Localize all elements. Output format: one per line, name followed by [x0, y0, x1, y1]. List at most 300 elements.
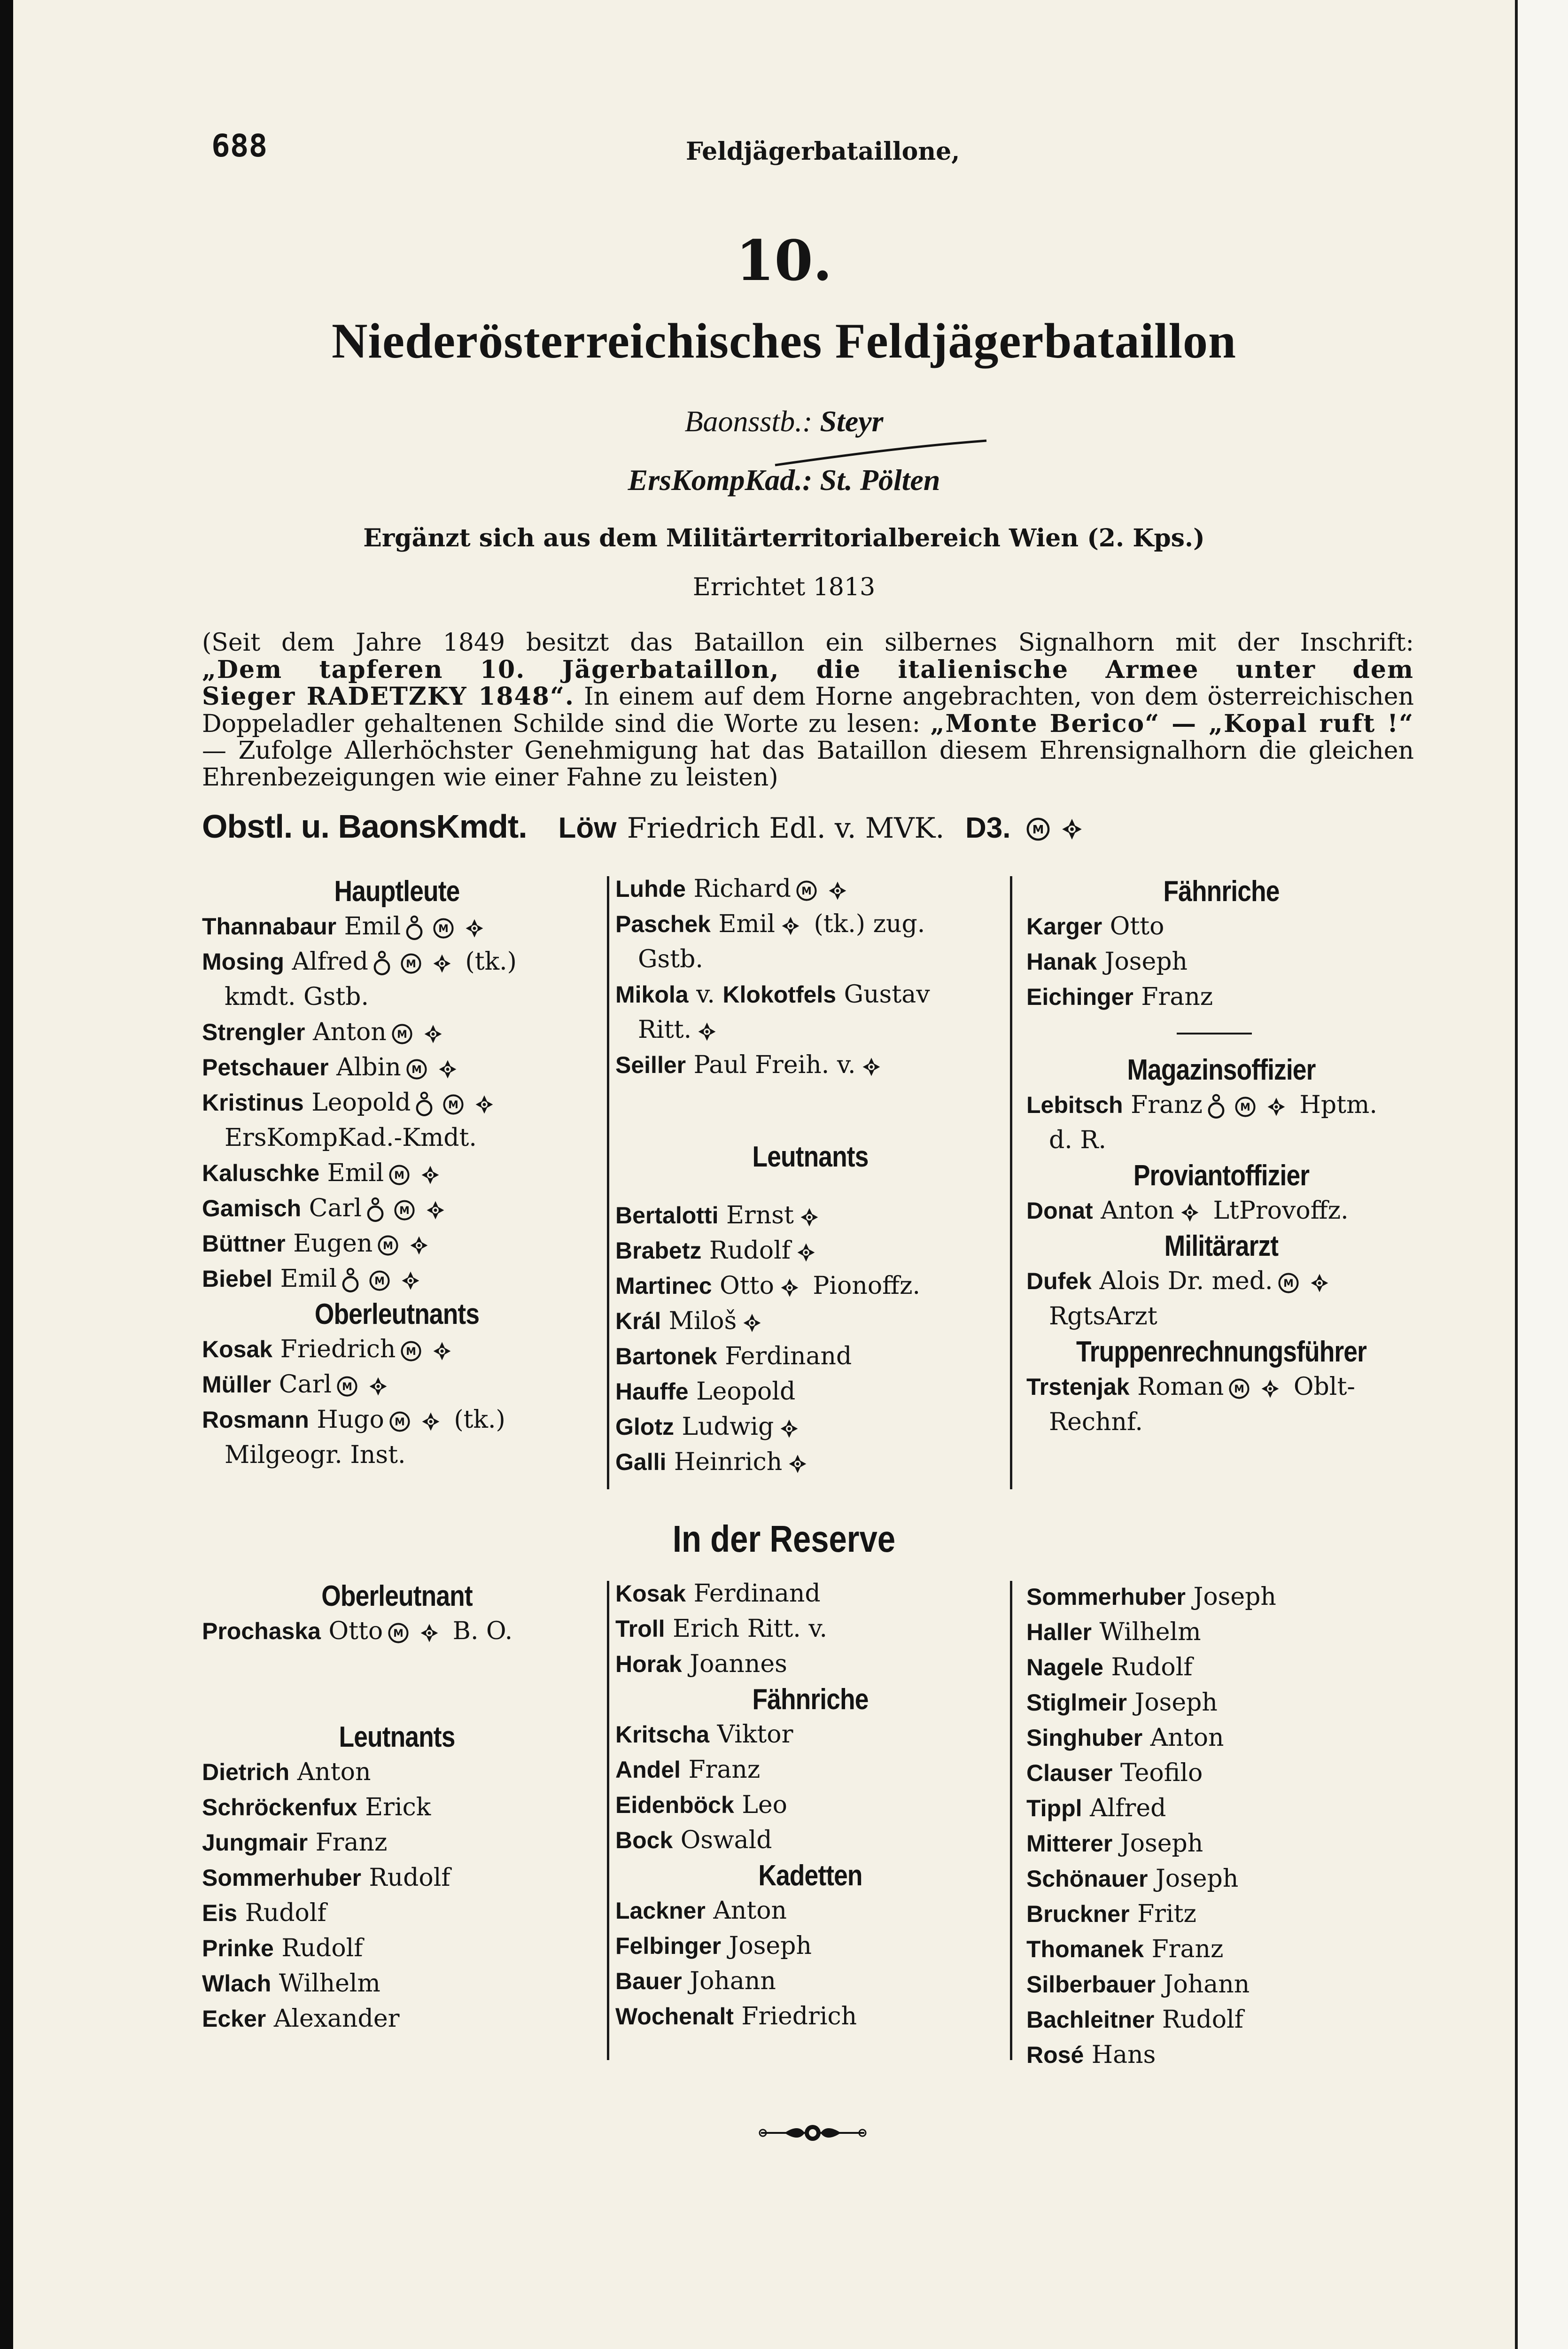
surname: Tippl — [1026, 1795, 1082, 1821]
entry-continuation — [202, 1120, 592, 1156]
medal-m-icon — [388, 1164, 410, 1186]
surname: Thannabaur — [202, 913, 337, 940]
given-name: Anton — [297, 1758, 371, 1786]
given-name: Emil — [718, 910, 775, 938]
surname: Silberbauer — [1026, 1971, 1156, 1998]
given-name: Joseph — [1104, 948, 1188, 976]
entry-row — [615, 1304, 1005, 1339]
given-name: Rudolf — [281, 1934, 363, 1962]
entry-row — [1026, 1615, 1416, 1650]
surname: Petschauer — [202, 1054, 329, 1081]
given-name: v. — [696, 980, 715, 1009]
cross-icon — [419, 1622, 440, 1644]
given-name: Wilhelm — [1099, 1618, 1201, 1646]
cross-icon — [778, 1418, 800, 1439]
entry-row — [202, 1402, 592, 1438]
entry-row — [202, 1367, 592, 1402]
entry-row — [615, 1647, 1005, 1682]
medal-m-icon — [400, 953, 422, 974]
given-name: Franz — [1141, 983, 1213, 1011]
entry-row — [615, 1611, 1005, 1647]
cross-icon — [431, 953, 453, 974]
cross-icon — [795, 1242, 817, 1263]
entry-row — [202, 1085, 592, 1120]
active-column-3 — [1026, 874, 1416, 1440]
entry-note: Ritt. — [638, 1016, 692, 1044]
surname: Nagele — [1026, 1654, 1103, 1680]
given-name: Hugo — [317, 1406, 384, 1434]
surname: Luhde — [615, 876, 686, 902]
medal-m-icon — [433, 918, 454, 939]
entry-row — [1026, 944, 1416, 980]
section-heading-leutnants: Leutnants — [752, 1141, 869, 1173]
surname: Jungmair — [202, 1829, 308, 1856]
entry-note: kmdt. Gstb. — [225, 983, 369, 1011]
surname: Kaluschke — [202, 1160, 320, 1186]
history-inscription: Sieger RADETZKY 1848“. — [202, 682, 574, 711]
entry-row — [202, 1790, 592, 1825]
medal-m-icon — [391, 1023, 413, 1045]
surname: Hauffe — [615, 1378, 689, 1405]
medal-m-icon — [369, 1270, 390, 1291]
given-name: Otto — [328, 1617, 383, 1645]
entry-row — [615, 1929, 1005, 1964]
surname: Sommerhuber — [1026, 1584, 1186, 1610]
commander-line — [202, 807, 1089, 846]
given-name: Anton — [713, 1897, 787, 1925]
surname: Lackner — [615, 1898, 706, 1924]
entry-note: Pionoffz. — [813, 1272, 921, 1300]
medal-m-icon — [377, 1235, 399, 1256]
cross-icon — [799, 1206, 820, 1228]
given-name: Carl — [309, 1194, 362, 1222]
given-name: Joannes — [690, 1650, 787, 1678]
given-name: Richard — [693, 875, 792, 903]
surname: Eis — [202, 1900, 238, 1926]
entry-row — [1026, 980, 1416, 1015]
medal-m-icon — [400, 1340, 422, 1362]
given-name: Alfred — [292, 948, 368, 976]
entry-row — [1026, 1791, 1416, 1826]
entry-continuation — [1026, 1405, 1416, 1440]
surname: Andel — [615, 1757, 681, 1783]
entry-row — [202, 1261, 592, 1297]
section-heading-arzt: Militärarzt — [1164, 1230, 1279, 1262]
entry-row — [615, 1374, 1005, 1409]
entry-row — [202, 1226, 592, 1261]
baonsstb-line — [0, 404, 1568, 439]
surname: Büttner — [202, 1230, 286, 1257]
given-name: Alois Dr. med. — [1099, 1267, 1273, 1295]
entry-row — [615, 1893, 1005, 1929]
given-name: Heinrich — [674, 1448, 783, 1476]
surname: Thomanek — [1026, 1936, 1144, 1962]
col2-top-list — [615, 871, 1005, 1083]
entry-row — [1026, 1897, 1416, 1932]
reserve-col2-top-list — [615, 1576, 1005, 1682]
surname: Mosing — [202, 949, 284, 975]
cross-icon — [1060, 817, 1084, 841]
surname: Rosmann — [202, 1407, 309, 1433]
surname: Rosé — [1026, 2042, 1084, 2068]
errichtet-line: Errichtet 1813 — [692, 573, 876, 601]
ring-decoration-icon — [342, 1268, 359, 1294]
medal-m-icon — [1234, 1096, 1256, 1118]
entry-row — [202, 944, 592, 980]
history-line: „Dem tapferen 10. Jägerbataillon, die italienische Armee unter dem — [202, 655, 1414, 684]
baonsstb-label: Baonsstb.: — [684, 404, 813, 438]
entry-continuation — [1026, 1123, 1416, 1158]
surname: Horak — [615, 1651, 682, 1677]
commander-given: Friedrich Edl. v. MVK. — [627, 812, 945, 845]
surname: Wochenalt — [615, 2003, 734, 2030]
column-divider — [607, 1581, 609, 2060]
surname: Wlach — [202, 1970, 272, 1997]
given-name: Joseph — [1134, 1688, 1218, 1717]
active-column-2 — [615, 871, 1005, 1480]
column-divider — [1010, 1581, 1012, 2060]
section-heading-kadetten: Kadetten — [758, 1859, 862, 1892]
surname-part: Klokotfels — [722, 981, 837, 1008]
entry-row — [202, 1931, 592, 1966]
cross-icon — [1259, 1378, 1281, 1400]
given-name: Rudolf — [369, 1864, 450, 1892]
given-name: Viktor — [717, 1720, 793, 1749]
hauptleute-list — [202, 909, 592, 1297]
surname: Troll — [615, 1616, 665, 1642]
reserve-leutnants-list — [202, 1755, 592, 2037]
reserve-faehnriche-list — [615, 1717, 1005, 1858]
surname: Singhuber — [1026, 1725, 1143, 1751]
entry-row — [1026, 1861, 1416, 1897]
entry-row — [1026, 2038, 1416, 2073]
ring-decoration-icon — [1207, 1094, 1225, 1120]
entry-row — [1026, 1826, 1416, 1861]
cross-icon — [422, 1023, 444, 1045]
entry-note: Gustav — [844, 980, 930, 1009]
cross-icon — [437, 1058, 458, 1080]
ergaenzt-line: Ergänzt sich aus dem Militärterritorialbereich Wien (2. Kps.) — [363, 524, 1205, 552]
entry-row — [1026, 1193, 1416, 1229]
surname: Schönauer — [1026, 1866, 1148, 1892]
given-name: Ernst — [726, 1201, 794, 1229]
erskomp-line — [0, 463, 1568, 498]
surname: Eidenböck — [615, 1792, 734, 1818]
history-line: — Zufolge Allerhöchster Genehmigung hat das Bataillon diesem Ehrensignalhorn die gleichen — [202, 737, 1414, 765]
given-name: Carl — [279, 1370, 332, 1399]
surname: Sommerhuber — [202, 1865, 361, 1891]
medal-m-icon — [1228, 1378, 1250, 1400]
medal-m-icon — [394, 1199, 415, 1221]
cross-icon — [420, 1411, 442, 1432]
given-name: Paul Freih. v. — [693, 1051, 856, 1079]
section-heading-hauptleute: Hauptleute — [334, 875, 460, 908]
medal-m-icon — [389, 1411, 411, 1432]
cross-icon — [474, 1094, 495, 1115]
entry-row — [615, 1717, 1005, 1752]
entry-row — [1026, 1685, 1416, 1720]
history-line: (Seit dem Jahre 1849 besitzt das Bataillon ein silbernes Signalhorn mit der Inschrift: — [202, 629, 1414, 657]
entry-row — [615, 1198, 1005, 1233]
erskomp-value: St. Pölten — [820, 463, 940, 497]
entry-note: RgtsArzt — [1049, 1302, 1157, 1330]
given-name: Alfred — [1090, 1794, 1166, 1822]
entry-row — [615, 1964, 1005, 1999]
surname: Müller — [202, 1371, 272, 1398]
reserve-column-2 — [615, 1576, 1005, 2034]
surname: Stiglmeir — [1026, 1689, 1127, 1716]
given-name: Wilhelm — [279, 1969, 380, 1998]
given-name: Rudolf — [245, 1899, 326, 1927]
cross-icon — [408, 1235, 430, 1256]
entry-note: (tk.) — [465, 948, 517, 976]
column-divider — [1010, 876, 1012, 1489]
given-name: Leo — [742, 1791, 787, 1819]
entry-row — [1026, 2002, 1416, 2038]
chapter-number: 10. — [736, 228, 832, 293]
entry-row — [615, 1788, 1005, 1823]
surname: Seiller — [615, 1052, 686, 1078]
given-name: Alexander — [273, 2005, 400, 2033]
given-name: Rudolf — [1162, 2006, 1243, 2034]
ring-decoration-icon — [405, 915, 423, 941]
ornament-divider-icon — [756, 2119, 869, 2147]
given-name: Anton — [1150, 1724, 1224, 1752]
given-name: Fritz — [1137, 1900, 1196, 1928]
commander-surname: Löw — [558, 812, 617, 844]
given-name: Franz — [315, 1828, 388, 1857]
medal-m-icon — [1026, 817, 1050, 841]
separator-rule — [1177, 1033, 1252, 1034]
commander-label: Obstl. u. BaonsKmdt. — [202, 808, 527, 845]
surname: Bauer — [615, 1968, 682, 1994]
surname: Prochaska — [202, 1618, 321, 1644]
chapter-title: Niederösterreichisches Feldjägerbataillon — [331, 313, 1237, 368]
surname: Bertalotti — [615, 1202, 719, 1229]
entry-row — [202, 1825, 592, 1860]
cross-icon — [787, 1453, 808, 1475]
given-name: Anton — [1101, 1197, 1174, 1225]
oberleutnants-list — [202, 1332, 592, 1473]
faehnriche-list — [1026, 909, 1416, 1015]
surname: Bruckner — [1026, 1901, 1130, 1927]
cross-icon — [1309, 1272, 1330, 1294]
given-name: Albin — [336, 1053, 401, 1081]
given-name: Joseph — [1193, 1583, 1276, 1611]
surname: Král — [615, 1308, 661, 1334]
entry-note: (tk.) — [454, 1406, 505, 1434]
entry-row — [1026, 1756, 1416, 1791]
given-name: Otto — [720, 1272, 774, 1300]
entry-note: Rechnf. — [1049, 1408, 1143, 1436]
entry-row — [615, 1233, 1005, 1268]
entry-continuation — [615, 942, 1005, 977]
given-name: Emil — [327, 1159, 384, 1187]
history-text: Doppeladler gehaltenen Schilde sind die Worte zu lesen: — [202, 710, 921, 738]
surname: Schröckenfux — [202, 1794, 357, 1820]
cross-icon — [1179, 1202, 1201, 1223]
surname: Hanak — [1026, 949, 1097, 975]
entry-row — [615, 977, 1005, 1012]
surname: Felbinger — [615, 1933, 722, 1959]
active-column-1 — [202, 874, 592, 1473]
entry-row — [1026, 1264, 1416, 1299]
cross-icon — [696, 1021, 718, 1042]
entry-row — [615, 1268, 1005, 1304]
cross-icon — [367, 1376, 389, 1397]
entry-row — [202, 1755, 592, 1790]
surname: Bachleitner — [1026, 2007, 1155, 2033]
surname: Trstenjak — [1026, 1374, 1130, 1400]
entry-row — [202, 1191, 592, 1226]
surname: Haller — [1026, 1619, 1092, 1645]
given-name: Franz — [1131, 1091, 1203, 1119]
erskomp-label: ErsKompKad.: — [628, 463, 813, 497]
entry-note: B. O. — [452, 1617, 513, 1645]
entry-row — [1026, 1932, 1416, 1967]
surname: Kosak — [202, 1336, 273, 1362]
arzt-entry — [1026, 1264, 1416, 1334]
cross-icon — [464, 918, 485, 939]
given-name: Erick — [365, 1793, 431, 1821]
surname: Paschek — [615, 911, 711, 937]
given-name: Rudolf — [1111, 1653, 1193, 1681]
ring-decoration-icon — [415, 1091, 433, 1118]
surname: Bock — [615, 1827, 673, 1853]
surname: Eichinger — [1026, 984, 1133, 1010]
entry-note: Milgeogr. Inst. — [225, 1441, 406, 1469]
entry-row — [615, 1576, 1005, 1611]
entry-row — [1026, 1088, 1416, 1123]
given-name: Joseph — [1155, 1865, 1239, 1893]
given-name: Roman — [1137, 1373, 1224, 1401]
surname: Kristinus — [202, 1089, 304, 1116]
medal-m-icon — [388, 1622, 409, 1644]
medal-m-icon — [336, 1376, 358, 1397]
entry-row — [202, 1332, 592, 1367]
entry-row — [1026, 1650, 1416, 1685]
given-name: Ferdinand — [725, 1342, 852, 1370]
medal-m-icon — [796, 880, 817, 902]
surname: Strengler — [202, 1019, 305, 1045]
given-name: Oswald — [680, 1826, 772, 1854]
given-name: Otto — [1110, 912, 1164, 941]
given-name: Eugen — [293, 1229, 373, 1258]
cross-icon — [827, 880, 848, 902]
baonsstb-value: Steyr — [820, 404, 884, 438]
section-heading-oberleutnant: Oberleutnant — [321, 1580, 473, 1612]
given-name: Friedrich — [741, 2002, 857, 2030]
entry-continuation — [202, 1438, 592, 1473]
surname: Prinke — [202, 1935, 274, 1961]
entry-note: Hptm. — [1299, 1091, 1377, 1119]
medal-m-icon — [1278, 1272, 1299, 1294]
given-name: Joseph — [1120, 1829, 1203, 1858]
entry-continuation — [1026, 1299, 1416, 1334]
given-name: Johann — [1163, 1970, 1250, 1999]
ring-decoration-icon — [366, 1197, 384, 1223]
entry-row — [1026, 909, 1416, 944]
surname: Mikola — [615, 981, 689, 1008]
cross-icon — [425, 1199, 446, 1221]
entry-row — [202, 1050, 592, 1085]
given-name: Ludwig — [682, 1413, 774, 1441]
entry-row — [202, 2001, 592, 2037]
section-heading-proviant: Proviantoffizier — [1133, 1159, 1310, 1192]
reserve-column-3 — [1026, 1579, 1416, 2073]
cross-icon — [741, 1312, 763, 1334]
entry-row — [615, 1445, 1005, 1480]
entry-note: (tk.) zug. — [814, 910, 925, 938]
cross-icon — [779, 1277, 800, 1299]
surname: Dietrich — [202, 1759, 290, 1785]
entry-row — [615, 871, 1005, 907]
medal-m-icon — [406, 1058, 427, 1080]
entry-continuation — [615, 1012, 1005, 1048]
section-heading-truppen: Truppenrechnungsführer — [1076, 1336, 1366, 1368]
cross-icon — [419, 1164, 441, 1186]
surname: Dufek — [1026, 1268, 1092, 1294]
ring-decoration-icon — [373, 950, 391, 977]
surname: Glotz — [615, 1414, 674, 1440]
given-name: Leopold — [696, 1377, 796, 1406]
given-name: Emil — [280, 1265, 337, 1293]
given-name: Joseph — [729, 1932, 812, 1960]
given-name: Franz — [688, 1756, 761, 1784]
section-heading-magazin: Magazinsoffizier — [1127, 1054, 1316, 1086]
given-name: Teofilo — [1120, 1759, 1203, 1787]
entry-row — [202, 1156, 592, 1191]
page-number: 688 — [211, 128, 268, 164]
given-name: Leopold — [311, 1089, 411, 1117]
surname: Karger — [1026, 913, 1102, 940]
surname: Mitterer — [1026, 1830, 1113, 1857]
history-line: Ehrenbezeigungen wie einer Fahne zu leisten) — [202, 763, 778, 792]
entry-row — [615, 1823, 1005, 1858]
history-line — [202, 683, 1414, 710]
surname: Gamisch — [202, 1195, 302, 1221]
commander-suffix: D3. — [965, 812, 1011, 844]
given-name: Friedrich — [280, 1335, 396, 1363]
given-name: Miloš — [668, 1307, 737, 1335]
entry-row — [202, 1860, 592, 1896]
entry-row — [202, 1896, 592, 1931]
cross-icon — [780, 915, 801, 937]
history-line — [202, 710, 1414, 738]
history-text: In einem auf dem Horne angebrachten, von dem österreichischen — [583, 683, 1414, 711]
surname: Lebitsch — [1026, 1092, 1123, 1118]
surname: Kritscha — [615, 1721, 710, 1748]
reserve-oberleutnant-entry — [202, 1614, 592, 1649]
entry-row — [615, 1339, 1005, 1374]
surname: Bartonek — [615, 1343, 717, 1369]
surname: Kosak — [615, 1580, 686, 1607]
reserve-col3-list — [1026, 1579, 1416, 2073]
entry-row — [615, 907, 1005, 942]
running-head: Feldjägerbataillone, — [686, 137, 960, 166]
history-inscription: „Monte Berico“ — „Kopal ruft !“ — [930, 709, 1414, 738]
truppen-entry — [1026, 1369, 1416, 1440]
entry-note: Gstb. — [638, 945, 703, 973]
cross-icon — [431, 1340, 453, 1362]
medal-m-icon — [442, 1094, 464, 1115]
entry-row — [202, 1966, 592, 2001]
cross-icon — [400, 1270, 421, 1291]
given-name: Hans — [1091, 2041, 1156, 2069]
given-name: Johann — [690, 1967, 776, 1995]
surname: Brabetz — [615, 1237, 702, 1264]
entry-row — [202, 909, 592, 944]
